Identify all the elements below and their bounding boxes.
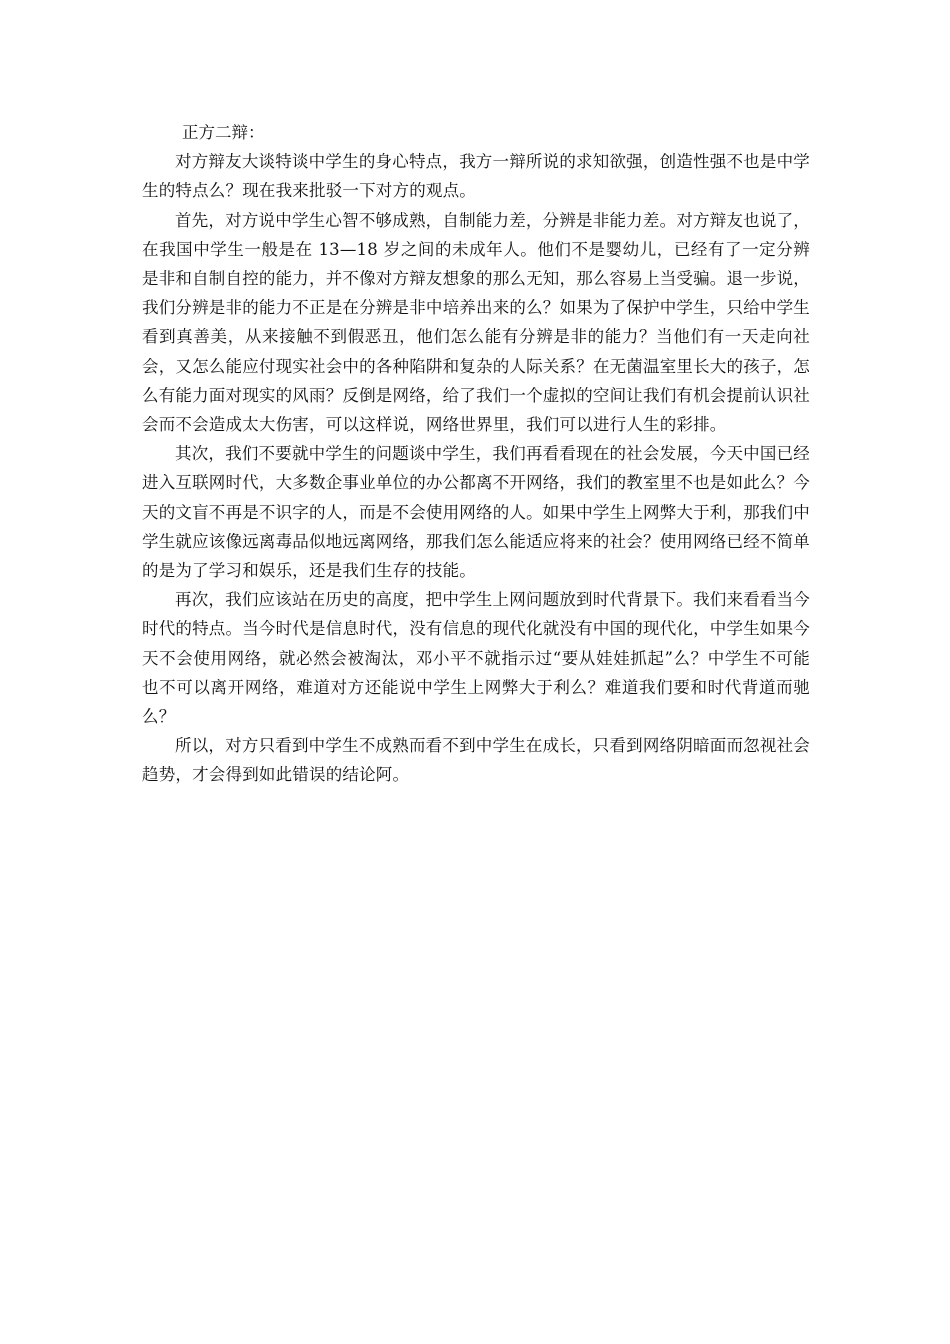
paragraph-conclusion: 所以，对方只看到中学生不成熟而看不到中学生在成长，只看到网络阴暗面而忽视社会趋势，才会得到如此错误的结论阿。 [142,736,810,785]
paragraph-third-point: 再次，我们应该站在历史的高度，把中学生上网问题放到时代背景下。我们来看看当今时代的特点。当今时代是信息时代，没有信息的现代化就没有中国的现代化，中学生如果今天不会使用网络，就必然会被淘汰，邓小平不就指示过“要从娃娃抓起”么？中学生不可能也不可以离开网络，难道对方还能说中学生上网弊大于利么？难道我们要和时代背道而驰么？ [142,590,810,727]
document-body [142,118,810,790]
paragraph-second-point: 其次，我们不要就中学生的问题谈中学生，我们再看看现在的社会发展，今天中国已经进入互联网时代，大多数企事业单位的办公都离不开网络，我们的教室里不也是如此么？今天的文盲不再是不识字的人，而是不会使用网络的人。如果中学生上网弊大于利，那我们中学生就应该像远离毒品似地远离网络，那我们怎么能适应将来的社会？使用网络已经不简单的是为了学习和娱乐，还是我们生存的技能。 [142,444,810,581]
paragraph-intro: 对方辩友大谈特谈中学生的身心特点，我方一辩所说的求知欲强，创造性强不也是中学生的特点么？现在我来批驳一下对方的观点。 [142,152,810,201]
paragraph-first-point: 首先，对方说中学生心智不够成熟，自制能力差，分辨是非能力差。对方辩友也说了，在我国中学生一般是在 13—18 岁之间的未成年人。他们不是婴幼儿，已经有了一定分辨是非和自制自控的能力，并不像对方辩友想象的那么无知，那么容易上当受骗。退一步说，我们分辨是非的能力不正是在分辨是非中培养出来的么？如果为了保护中学生，只给中学生看到真善美，从来接触不到假恶丑，他们怎么能有分辨是非的能力？当他们有一天走向社会，又怎么能应付现实社会中的各种陷阱和复杂的人际关系？在无菌温室里长大的孩子，怎么有能力面对现实的风雨？反倒是网络，给了我们一个虚拟的空间让我们有机会提前认识社会而不会造成太大伤害，可以这样说，网络世界里，我们可以进行人生的彩排。 [142,210,810,435]
speaker-heading: 正方二辩： [182,123,265,142]
